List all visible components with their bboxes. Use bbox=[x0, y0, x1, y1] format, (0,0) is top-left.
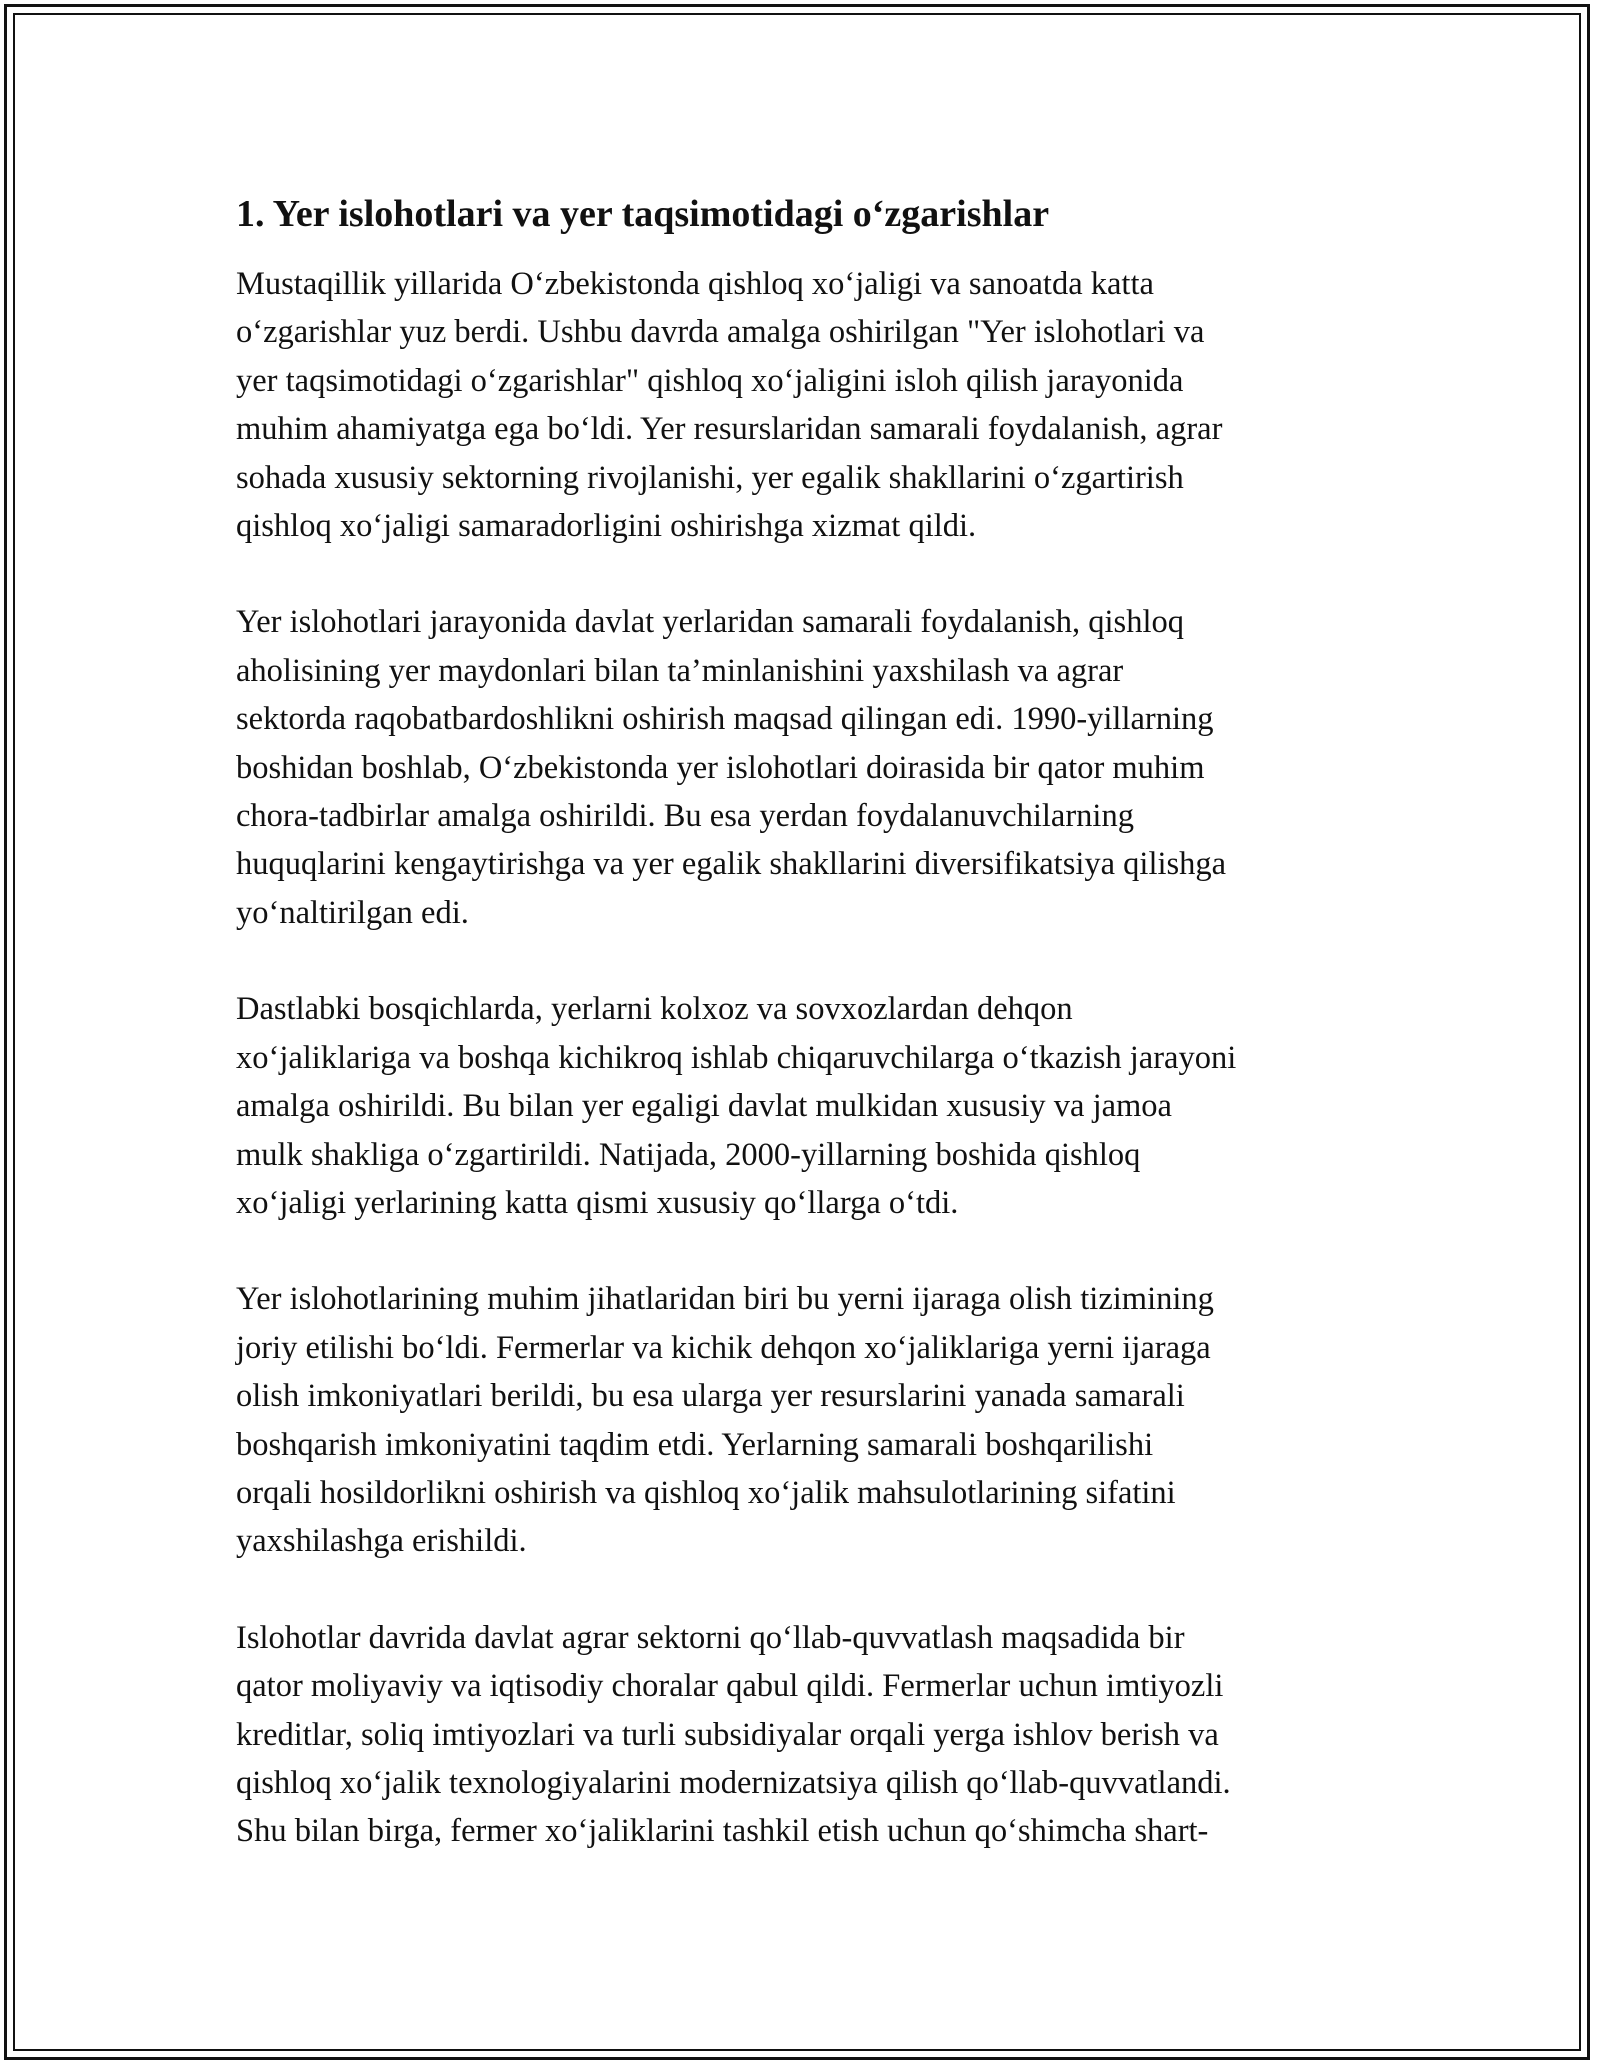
text-line: aholisining yer maydonlari bilan ta’minlanishini yaxshilash va agrar bbox=[236, 652, 1124, 689]
text-line: Dastlabki bosqichlarda, yerlarni kolxoz va sovxozlardan dehqon bbox=[236, 991, 1073, 1028]
text-line: orqali hosildorlikni oshirish va qishloq xo‘jalik mahsulotlarining sifatini bbox=[236, 1474, 1176, 1511]
text-line: sektorda raqobatbardoshlikni oshirish maqsad qilingan edi. 1990-yillarning bbox=[236, 701, 1214, 738]
text-line: joriy etilishi bo‘ldi. Fermerlar va kichik dehqon xo‘jaliklariga yerni ijaraga bbox=[236, 1329, 1211, 1366]
text-line: Islohotlar davrida davlat agrar sektorni qo‘llab-quvvatlash maqsadida bir bbox=[236, 1619, 1185, 1656]
paragraph-2 bbox=[236, 598, 1376, 937]
text-line: mulk shakliga o‘zgartirildi. Natijada, 2000-yillarning boshida qishloq bbox=[236, 1136, 1141, 1173]
paragraph-3 bbox=[236, 985, 1376, 1227]
text-line: boshqarish imkoniyatini taqdim etdi. Yerlarning samarali boshqarilishi bbox=[236, 1426, 1154, 1463]
text-line: yo‘naltirilgan edi. bbox=[236, 894, 469, 931]
section-heading: 1. Yer islohotlari va yer taqsimotidagi o‘zgarishlar bbox=[236, 193, 1050, 235]
text-line: xo‘jaliklariga va boshqa kichikroq ishlab chiqaruvchilarga o‘tkazish jarayoni bbox=[236, 1039, 1237, 1076]
text-line: o‘zgarishlar yuz berdi. Ushbu davrda amalga oshirilgan "Yer islohotlari va bbox=[236, 314, 1205, 351]
document-body bbox=[236, 186, 1376, 1904]
text-line: yaxshilashga erishildi. bbox=[236, 1523, 527, 1560]
text-line: qator moliyaviy va iqtisodiy choralar qabul qildi. Fermerlar uchun imtiyozli bbox=[236, 1668, 1224, 1705]
text-line: qishloq xo‘jalik texnologiyalarini modernizatsiya qilish qo‘llab-quvvatlandi. bbox=[236, 1764, 1231, 1801]
text-line: Mustaqillik yillarida O‘zbekistonda qishloq xo‘jaligi va sanoatda katta bbox=[236, 266, 1154, 302]
text-line: qishloq xo‘jaligi samaradorligini oshirishga xizmat qildi. bbox=[236, 508, 977, 545]
paragraph-4 bbox=[236, 1275, 1376, 1565]
text-line: Yer islohotlari jarayonida davlat yerlaridan samarali foydalanish, qishloq bbox=[236, 604, 1184, 641]
text-line: chora-tadbirlar amalga oshirildi. Bu esa yerdan foydalanuvchilarning bbox=[236, 798, 1134, 835]
paragraph-1 bbox=[236, 260, 1376, 550]
text-line: yer taqsimotidagi o‘zgarishlar" qishloq xo‘jaligini isloh qilish jarayonida bbox=[236, 362, 1184, 399]
text-line: boshidan boshlab, O‘zbekistonda yer islohotlari doirasida bir qator muhim bbox=[236, 749, 1205, 786]
paragraph-5 bbox=[236, 1614, 1376, 1856]
text-line: xo‘jaligi yerlarining katta qismi xususiy qo‘llarga o‘tdi. bbox=[236, 1184, 959, 1221]
text-line: amalga oshirildi. Bu bilan yer egaligi davlat mulkidan xususiy va jamoa bbox=[236, 1088, 1172, 1125]
text-line: kreditlar, soliq imtiyozlari va turli subsidiyalar orqali yerga ishlov berish va bbox=[236, 1716, 1219, 1753]
text-line: muhim ahamiyatga ega bo‘ldi. Yer resurslaridan samarali foydalanish, agrar bbox=[236, 411, 1223, 448]
text-line: sohada xususiy sektorning rivojlanishi, yer egalik shakllarini o‘zgartirish bbox=[236, 459, 1184, 496]
text-line: Shu bilan birga, fermer xo‘jaliklarini tashkil etish uchun qo‘shimcha shart- bbox=[236, 1813, 1209, 1850]
text-line: olish imkoniyatlari berildi, bu esa ularga yer resurslarini yanada samarali bbox=[236, 1378, 1185, 1415]
text-line: huquqlarini kengaytirishga va yer egalik shakllarini diversifikatsiya qilishga bbox=[236, 846, 1227, 883]
text-line: Yer islohotlarining muhim jihatlaridan biri bu yerni ijaraga olish tizimining bbox=[236, 1281, 1214, 1318]
